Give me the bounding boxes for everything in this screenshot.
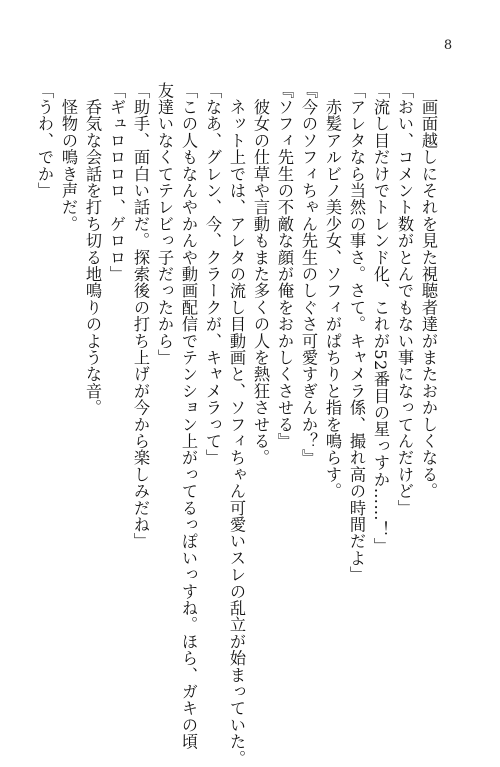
text-line: 「ギュロロロロ、ゲロロ」 <box>107 82 126 283</box>
vertical-text-body <box>32 82 440 767</box>
text-line: 「うわ、でか」 <box>35 82 54 199</box>
text-line: 『ソフィ先生の不敵な顔が俺をおかしくさせる』 <box>275 82 294 450</box>
text-line: ネット上では、アレタの流し目動画と、ソフィちゃん可愛いスレの乱立が始まっていた。 <box>227 82 246 767</box>
text-line: 呑気な会話を打ち切る地鳴りのような音。 <box>83 82 102 416</box>
text-line: 彼女の仕草や言動もまた多くの人を熱狂させる。 <box>251 82 270 467</box>
text-line: 赤髪アルビノ美少女、ソフィがぱちりと指を鳴らす。 <box>323 82 342 500</box>
page-number: 8 <box>443 38 453 53</box>
text-line: 怪物の鳴き声だ。 <box>59 82 78 233</box>
text-line: 画面越しにそれを見た視聴者達がまたおかしくなる。 <box>419 82 438 500</box>
text-line: 「流し目だけでトレンド化、これが52番目の星っすか……！」 <box>371 82 390 555</box>
text-line: 「アレタなら当然の事さ。さて。キャメラ係、撮れ高の時間だよ」 <box>347 82 366 583</box>
text-line: 「おい、コメント数がとんでもない事になってんだけど」 <box>395 82 414 517</box>
text-line: 『今のソフィちゃん先生のしぐさ可愛すぎんか？』 <box>299 82 318 467</box>
text-line: 「この人もなんやかんや動画配信でテンション上がってるっぽいっすね。ほら、ガキの頃 <box>179 82 198 750</box>
text-line: 「なあ、グレン、今、クラークが、キャメラって」 <box>203 82 222 467</box>
text-line: 友達いなくてテレビっ子だったから」 <box>155 82 174 366</box>
text-line: 「助手、面白い話だ。探索後の打ち上げが今から楽しみだね」 <box>131 82 150 550</box>
